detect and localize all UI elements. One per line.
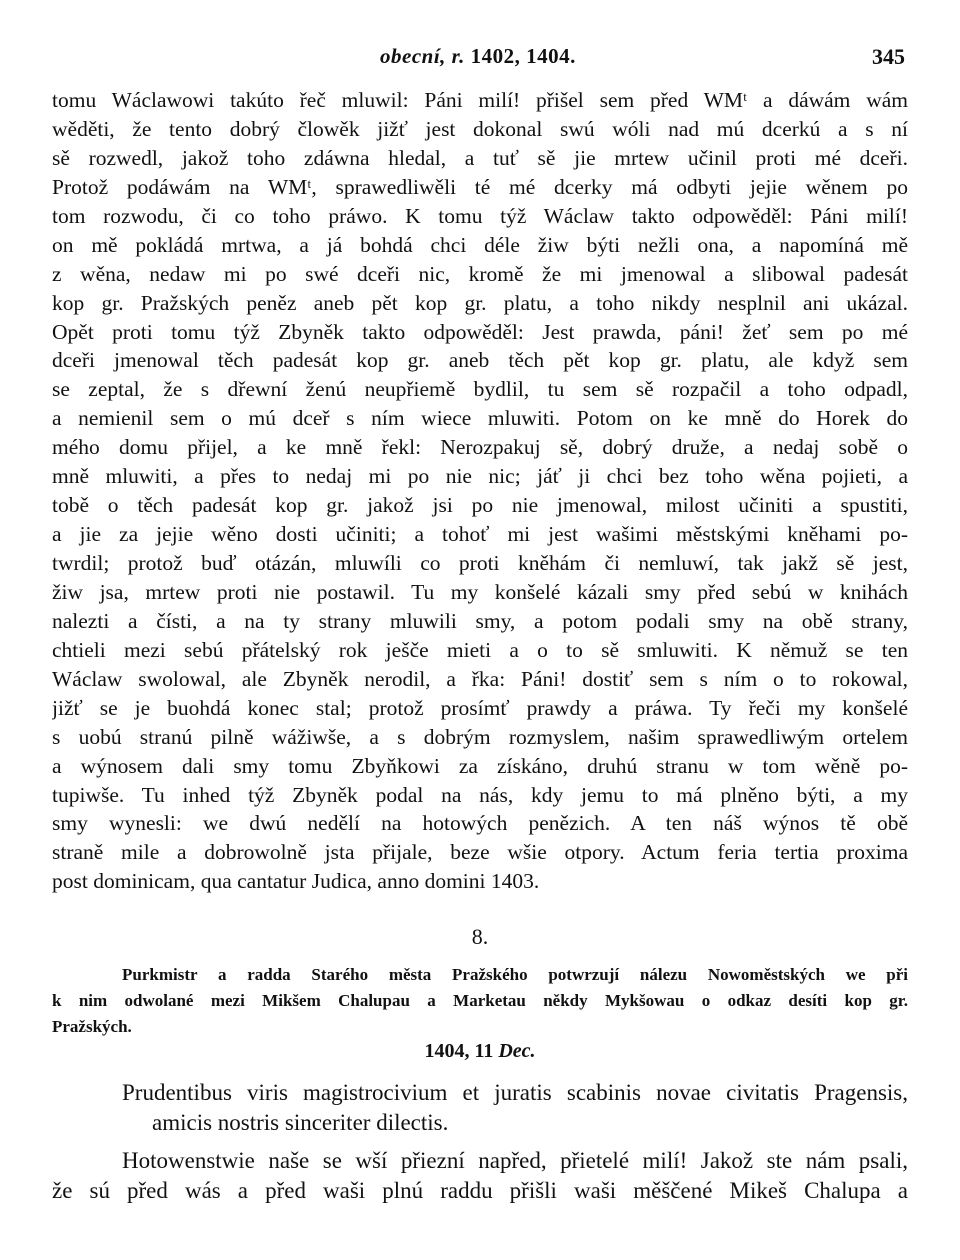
text-line: se zeptal, že s dřewní ženú neupřiemě bydlil, tu sem sě rozpačil a toho odpadl, bbox=[52, 377, 908, 402]
text-line: mého domu přijel, a ke mně řekl: Nerozpakuj sě, dobrý druže, a nedaj sobě o bbox=[52, 435, 908, 460]
text-line: jižť se je buohdá konec stal; protož prosímť prawdy a práwa. Ty řeči my konšelé bbox=[52, 695, 908, 720]
text-line: chtieli mezi sebú přátelský rok ješče mieti a o to sě smluwiti. K němuž se ten bbox=[52, 637, 908, 662]
date-year-day: 1404, 11 bbox=[424, 1040, 494, 1062]
text-line: wěděti, že tento dobrý člowěk jižť jest dokonal swú wóli nad mú dcerkú a s ní bbox=[52, 116, 908, 141]
text-line: tupiwše. Tu inhed týž Zbyněk podal na nás, kdy jemu to má plněno býti, a my bbox=[52, 782, 908, 807]
text-line: mně mluwiti, a přes to nedaj mi po nie nic; jáť ji chci bez toho wěna pojieti, a bbox=[52, 464, 908, 489]
text-line: s uobú stranú pilně wážiwše, a s dobrým rozmyslem, našim sprawedliwým ortelem bbox=[52, 724, 908, 749]
document-number: 8. bbox=[471, 924, 489, 949]
address-line: amicis nostris sinceriter dilectis. bbox=[152, 1110, 449, 1135]
text-line: tomu Wáclawowi takúto řeč mluwil: Páni milí! přišel sem před WMᵗ a dáwám wám bbox=[52, 88, 908, 112]
text-line: z wěna, nedaw mi po swé dceři nic, kromě že mi jmenowal a slibowal padesát bbox=[52, 261, 908, 286]
text-line: Wáclaw swolowal, ale Zbyněk nerodil, a řka: Páni! dostiť sem s ním o to rokowal, bbox=[52, 666, 908, 691]
text-line: a wýnosem dali smy tomu Zbyňkowi za získáno, druhú stranu w tom wěně po- bbox=[52, 753, 908, 778]
text-line: tom rozwodu, či co toho práwo. K tomu týž Wáclaw takto odpowěděl: Páni milí! bbox=[52, 203, 908, 228]
document-date bbox=[0, 1040, 960, 1063]
page-header bbox=[0, 44, 960, 74]
text-line: žiw jsa, mrtew proti nie postawil. Tu my konšelé kázali smy před sebú w knihách bbox=[52, 579, 908, 604]
text-line: kop gr. Pražských peněz aneb pět kop gr. platu, a toho nikdy nesplnil ani ukázal. bbox=[52, 290, 908, 315]
text-line: on mě pokládá mrtwa, a já bohdá chci déle žiw býti nežli ona, a napomíná mě bbox=[52, 232, 908, 257]
text-line: tobě o těch padesát kop gr. jakož jsi po nie jmenowal, milost učiniti a spustiti, bbox=[52, 493, 908, 518]
summary-line: k nim odwolané mezi Mikšem Chalupau a Marketau někdy Mykšowau o odkaz desíti kop gr. bbox=[52, 991, 908, 1010]
text-line: dceři jmenowal těch padesát kop gr. aneb těch pět kop gr. platu, ale když sem bbox=[52, 348, 908, 373]
main-text bbox=[52, 86, 908, 896]
letter-line: že sú před wás a před waši plnú raddu přišli waši měščené Mikeš Chalupa a bbox=[52, 1178, 908, 1203]
running-title bbox=[380, 44, 576, 69]
summary-line: Purkmistr a radda Starého města Pražského potwrzují nálezu Nowoměstských we při bbox=[122, 965, 908, 984]
text-line: twrdil; protož buď otázán, mluwíli co proti kněhám či nemluwí, tak jakž sě jest, bbox=[52, 551, 908, 575]
running-title-text: obecní, r. bbox=[380, 44, 465, 68]
text-line: Protož podáwám na WMᵗ, sprawedliwěli té mé dcerky má odbyti jejie wěnem po bbox=[52, 174, 908, 199]
text-line: sě rozwedl, jakož toho zdáwna hledal, a tuť sě jie mrtew učinil proti mé dceři. bbox=[52, 145, 908, 170]
date-month: Dec. bbox=[498, 1040, 536, 1062]
letter-text bbox=[52, 1078, 908, 1206]
text-line: a jie za jejie wěno dosti učiniti; a tohoť mi jest wašimi městskými kněhami po- bbox=[52, 522, 908, 547]
running-title-years: 1402, 1404. bbox=[470, 44, 576, 68]
address-line: Prudentibus viris magistrocivium et juratis scabinis novae civitatis Pragensis, bbox=[122, 1080, 908, 1105]
text-line: Opět proti tomu týž Zbyněk takto odpowěděl: Jest prawda, páni! žeť sem po mé bbox=[52, 319, 908, 344]
document-summary bbox=[52, 962, 908, 1040]
text-line: a nemienil sem o mú dceř s ním wiece mluwiti. Potom on ke mně do Horek do bbox=[52, 406, 908, 431]
text-line: smy wynesli: we dwú nedělí na hotowých penězich. A ten náš wýnos tě obě bbox=[52, 811, 908, 836]
summary-line: Pražských. bbox=[52, 1017, 132, 1036]
text-line: post dominicam, qua cantatur Judica, anno domini 1403. bbox=[52, 869, 540, 894]
text-line: nalezti a čísti, a na ty strany mluwili smy, a potom podali smy na obě strany, bbox=[52, 608, 908, 633]
letter-line: Hotowenstwie naše se wší přiezní napřed, přietelé milí! Jakož ste nám psali, bbox=[122, 1148, 908, 1173]
page-number: 345 bbox=[872, 44, 905, 69]
text-line: straně mile a dobrowolně jsta přijale, beze wšie otpory. Actum feria tertia proxima bbox=[52, 840, 908, 865]
